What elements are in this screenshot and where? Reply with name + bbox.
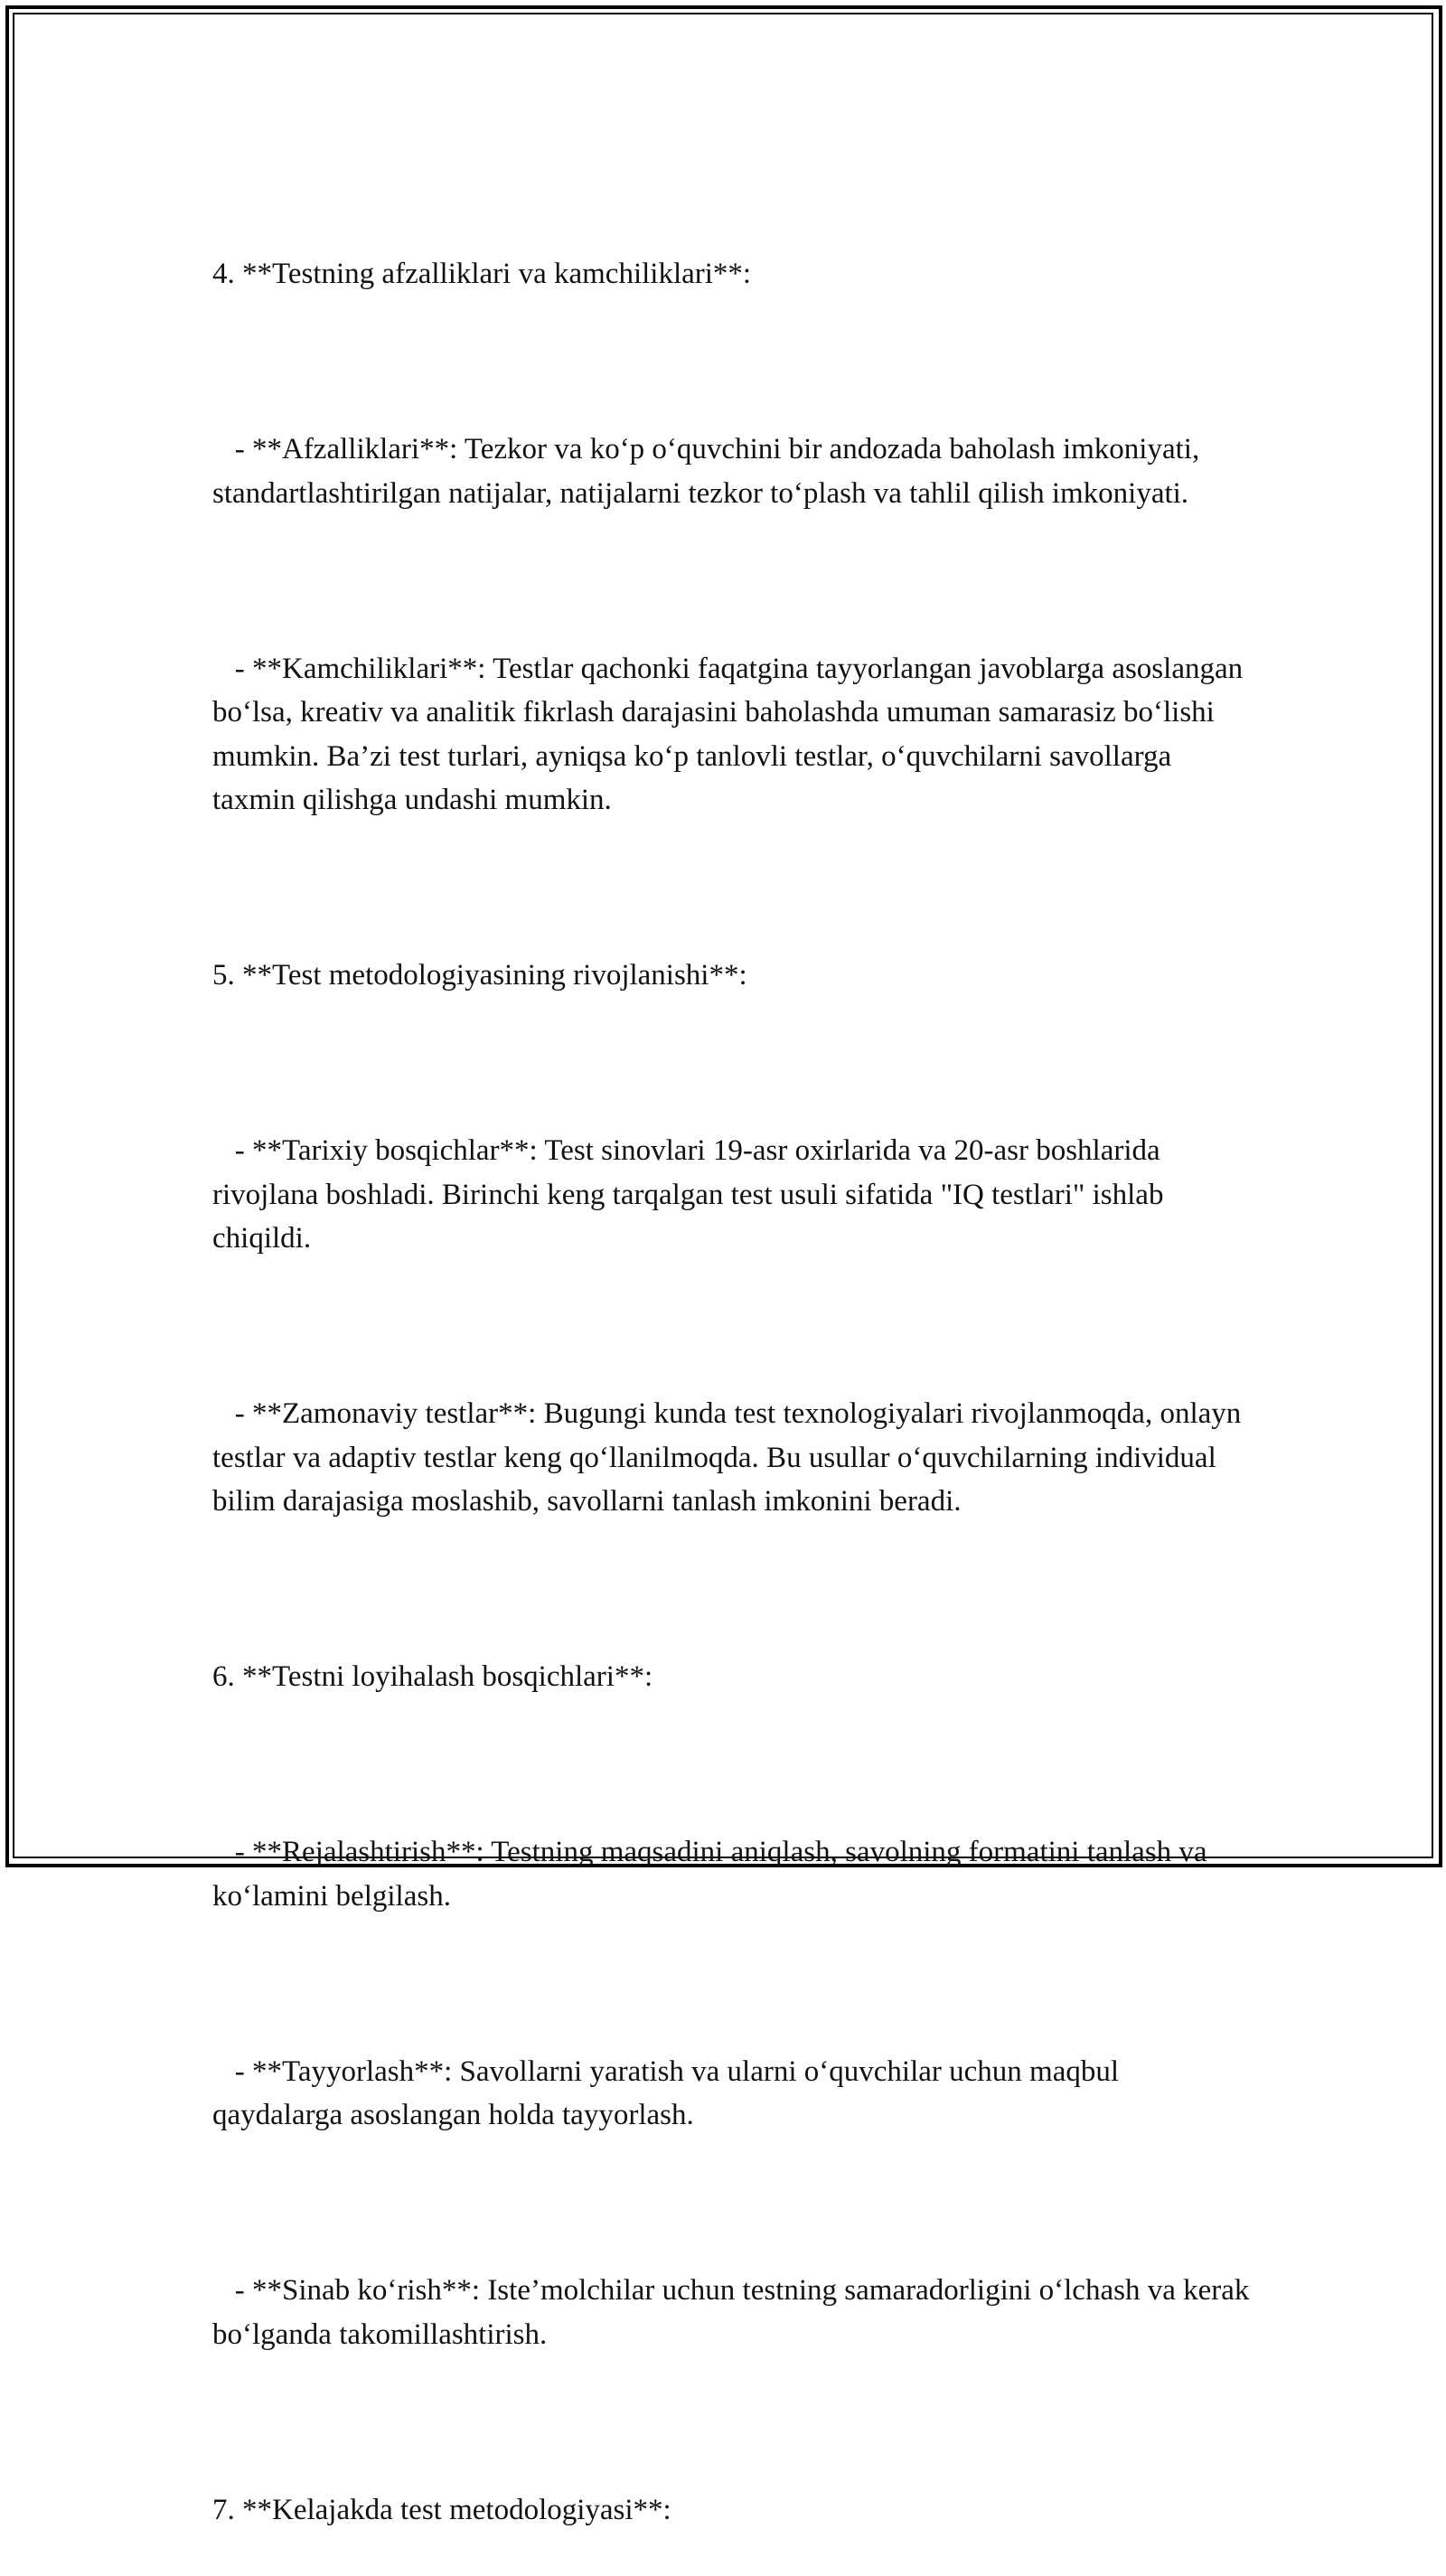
paragraph-afzalliklari: - **Afzalliklari**: Tezkor va ko‘p o‘quvchini bir andozada baholash imkoniyati, standartlashtirilgan natijalar, natijalarni tezkor to‘plash va tahlil qilish imkoniyati. [212, 433, 1207, 510]
paragraph-rejalashtirish: - **Rejalashtirish**: Testning maqsadini aniqlash, savolning formatini tanlash va ko‘lamini belgilash. [212, 1836, 1215, 1913]
paragraph-zamonaviy-testlar: - **Zamonaviy testlar**: Bugungi kunda test texnologiyalari rivojlanmoqda, onlayn testlar va adaptiv testlar keng qo‘llanilmoqda. Bu usullar o‘quvchilarning individual bilim darajasiga moslashib, savollarni tanlash imkonini beradi. [212, 1397, 1249, 1518]
heading-section-5: 5. **Test metodologiyasining rivojlanishi**: [212, 959, 747, 992]
heading-section-4: 4. **Testning afzalliklari va kamchiliklari**: [212, 258, 752, 290]
paragraph-sinab-korish: - **Sinab ko‘rish**: Iste’molchilar uchun testning samaradorligini o‘lchash va kerak bo‘lganda takomillashtirish. [212, 2274, 1257, 2351]
paragraph-tarixiy-bosqichlar: - **Tarixiy bosqichlar**: Test sinovlari 19-asr oxirlarida va 20-asr boshlarida rivojlana boshladi. Birinchi keng tarqalgan test usuli sifatida "IQ testlari" ishlab chiqildi. [212, 1134, 1171, 1255]
paragraph-kamchiliklari: - **Kamchiliklari**: Testlar qachonki faqatgina tayyorlangan javoblarga asoslangan bo‘lsa, kreativ va analitik fikrlash darajasini baholashda umuman samarasiz bo‘lishi mumkin. Ba’zi test turlari, ayniqsa ko‘p tanlovli testlar, o‘quvchilarni savollarga taxmin qilishga undashi mumkin. [212, 652, 1251, 816]
document-body [212, 165, 1257, 2576]
heading-section-6: 6. **Testni loyihalash bosqichlari**: [212, 1660, 653, 1693]
paragraph-tayyorlash: - **Tayyorlash**: Savollarni yaratish va ularni o‘quvchilar uchun maqbul qaydalarga asoslangan holda tayyorlash. [212, 2054, 1127, 2131]
heading-section-7: 7. **Kelajakda test metodologiyasi**: [212, 2493, 671, 2526]
